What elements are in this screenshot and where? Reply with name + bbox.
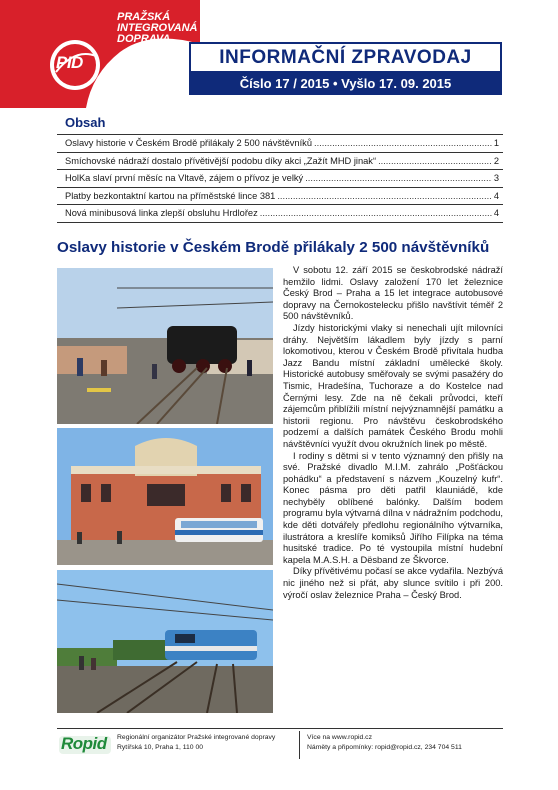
article-paragraph: V sobotu 12. září 2015 se českobrodské nádraží hemžilo lidmi. Oslavy založení 170 let železnice Český Brod – Praha a 15 let integrace autobusové dopravy na Černokostelecku přišlo navštívit téměř 2 500 návštěvníků. [283,265,503,322]
article-paragraph: Jízdy historickými vlaky si nenechali ujít milovníci dráhy. Největším lákadlem byly jízdy s parní lokomotivou, kterou v Českém Brodě přivítala hudba Jazz Bandu místní základní umělecké školy. Historické autobusy směřovaly se svými pasažéry do Tismic, Hradešína, Tuchoraze a do Kostelce nad Černými lesy. Zde na ně čekali průvodci, kteří zájemcům přiblížili místní nejvýznamnější památku a historii regionu. Pro návštěvu českobrodského podzemí a dalších památek Českého Brodu mohli návštěvníci využít dvou okružních linek po městě. [283,322,503,449]
issue-info: Číslo 17 / 2015 • Vyšlo 17. 09. 2015 [239,76,452,91]
toc-leader [314,138,492,148]
toc-item-title: HolKa slaví první měsíc na Vltavě, zájem o přívoz je velký [65,173,304,183]
toc-leader [378,156,492,166]
toc-item-title: Platby bezkontaktní kartou na příměstské lince 381 [65,190,276,201]
toc-item[interactable] [57,205,503,223]
toc-leader [260,208,492,218]
contents-heading: Obsah [57,114,503,135]
article-paragraph: I rodiny s dětmi si v tento významný den přišly na své. Pražské divadlo M.I.M. zahrálo „Pošťáckou pohádku“ a představení s názvem „Kouzelný kufr“. Konec pásma pro děti patřil klauniádě, kde nechyběly oblíbené balónky. Dalším bodem programu byla výtvarná dílna v nádražním podchodu, kde děti dotvářely předlohu regionálního výtvarníka, ilustrátora a kreslíře komiksů Jiřího Filípka na téma husitské tradice. Po té vystoupila místní hudební kapela M.A.S.H. a Dësband ze Škvorce. [283,450,503,565]
toc-leader [305,173,492,183]
brand-line: DOPRAVA [117,33,171,45]
footer-separator [299,731,300,759]
toc-leader [277,191,491,201]
footer-divider-line [57,728,503,729]
organizer-address: Rytířská 10, Praha 1, 110 00 [117,744,204,751]
contact-info [307,733,462,753]
table-of-contents [57,114,503,223]
newsletter-header [0,0,558,110]
ropid-logo-text: Ropid [61,734,107,753]
issue-bar [189,73,502,95]
brand-line: INTEGROVANÁ [117,22,198,34]
brand-name [117,12,197,45]
toc-item-page: 1 [493,138,499,148]
toc-item-page: 4 [493,208,499,218]
newsletter-title-box [189,42,502,73]
toc-item[interactable] [57,153,503,171]
newsletter-title: INFORMAČNÍ ZPRAVODAJ [219,47,472,68]
contact-details[interactable]: Náměty a připomínky: ropid@ropid.cz, 234 704 511 [307,744,462,751]
website-link[interactable]: Více na www.ropid.cz [307,734,372,741]
toc-item[interactable] [57,170,503,188]
article-title: Oslavy historie v Českém Brodě přilákaly 2 500 návštěvníků [57,239,490,256]
toc-item-title: Oslavy historie v Českém Brodě přilákaly 2 500 návštěvníků [65,138,312,148]
footer [57,731,503,763]
station-building-photo [57,428,273,565]
article-paragraph: Díky přívětivému počasí se akce vydařila. Nezbývá nic jiného než si přát, aby slunce svítilo i při 200. výročí oslav železnice Praha – Český Brod. [283,566,503,600]
toc-item-page: 2 [493,155,499,166]
steam-train-photo [57,268,273,424]
toc-item-title: Smíchovské nádraží dostalo přívětivější podobu díky akci „Zažít MHD jinak“ [65,155,377,166]
toc-item[interactable] [57,188,503,206]
toc-item-title: Nová minibusová linka zlepší obsluhu Hrdlořez [65,208,258,218]
organizer-info [117,733,275,753]
electric-locomotive-photo [57,570,273,713]
pid-logo-text: PID [56,53,83,72]
toc-item[interactable] [57,135,503,153]
toc-item-page: 3 [493,173,499,183]
organizer-name: Regionální organizátor Pražské integrované dopravy [117,734,276,741]
toc-item-page: 4 [493,190,499,201]
brand-line: PRAŽSKÁ [117,11,171,23]
article-body [283,265,503,601]
